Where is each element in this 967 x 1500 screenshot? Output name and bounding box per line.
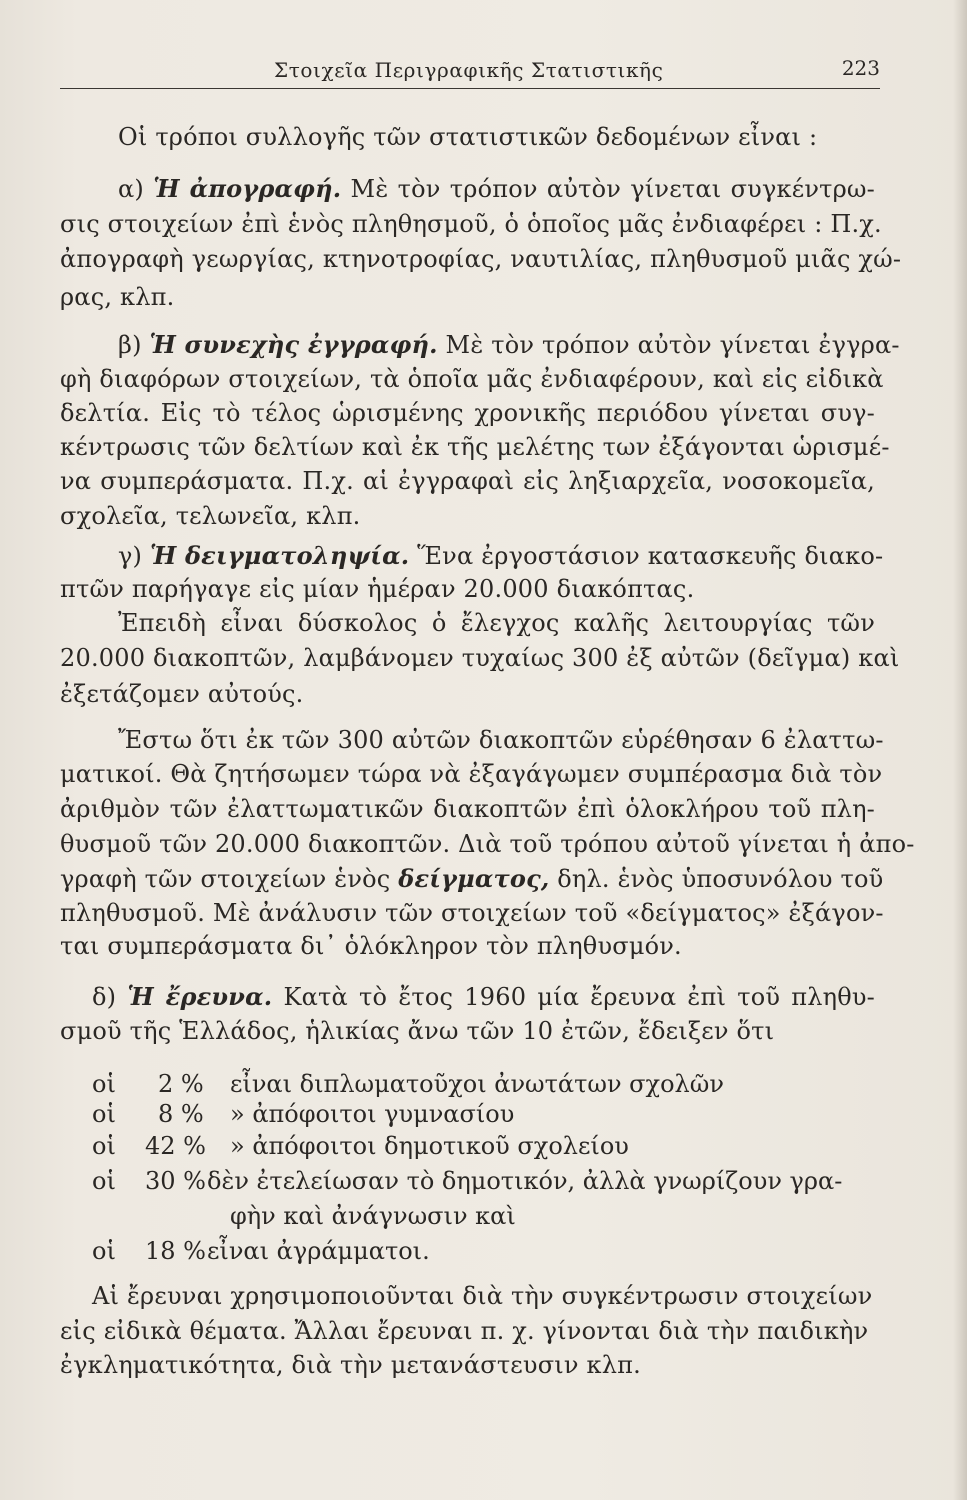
section-d-marker: δ): [92, 983, 128, 1011]
section-a-marker: α): [118, 175, 154, 203]
section-b-marker: β): [118, 331, 150, 359]
section-b-line-3: δελτία. Εἰς τὸ τέλος ὡρισμένης χρονικῆς περιόδου γίνεται συγ-: [60, 399, 875, 427]
section-b-term: Ἡ συνεχὴς ἐγγραφή.: [149, 330, 438, 359]
section-c2-line-5: γραφὴ τῶν στοιχείων ἑνὸς δείγματος, δηλ. ἑνὸς ὑποσυνόλου τοῦ: [60, 864, 884, 893]
intro-line: Οἱ τρόποι συλλογῆς τῶν στατιστικῶν δεδομένων εἶναι :: [118, 123, 818, 151]
section-c2-line-7: ται συμπεράσματα δι᾽ ὁλόκληρον τὸν πληθυσμόν.: [60, 932, 682, 960]
section-c-term: Ἡ δειγματοληψία.: [149, 541, 410, 570]
list-article: οἱ: [92, 1070, 116, 1098]
section-b-line-6: σχολεῖα, τελωνεῖα, κλπ.: [60, 502, 361, 530]
section-c-marker: γ): [118, 542, 150, 570]
list-article: οἱ: [92, 1237, 116, 1265]
list-article: οἱ: [92, 1100, 116, 1128]
section-d-term: Ἡ ἔρευνα.: [127, 982, 273, 1011]
section-b-line-1: β) Ἡ συνεχὴς ἐγγραφή. Μὲ τὸν τρόπον αὐτὸν γίνεται ἐγγρα-: [118, 330, 900, 359]
section-a-line-1: α) Ἡ ἀπογραφή. Μὲ τὸν τρόπον αὐτὸν γίνεται συγκέντρω-: [118, 174, 875, 203]
section-c-line-4: 20.000 διακοπτῶν, λαμβάνομεν τυχαίως 300 ἐξ αὐτῶν (δεῖγμα) καὶ: [60, 644, 900, 672]
list-text: » ἀπόφοιτοι δημοτικοῦ σχολείου: [230, 1132, 629, 1160]
page-header: [60, 52, 880, 89]
list-text: δὲν ἐτελείωσαν τὸ δημοτικόν, ἀλλὰ γνωρίζουν γρα-: [207, 1167, 843, 1195]
list-percent: 8 %: [158, 1100, 204, 1128]
section-c2-line-6: πληθυσμοῦ. Μὲ ἀνάλυσιν τῶν στοιχείων τοῦ «δείγματος» ἐξάγον-: [60, 899, 884, 927]
list-article: οἱ: [92, 1167, 116, 1195]
section-c-line-2: πτῶν παρήγαγε εἰς μίαν ἡμέραν 20.000 διακόπτας.: [60, 575, 695, 603]
section-a-line-3: ἀπογραφὴ γεωργίας, κτηνοτροφίας, ναυτιλίας, πληθυσμοῦ μιᾶς χώ-: [60, 245, 902, 273]
closing-line-1: Αἱ ἔρευναι χρησιμοποιοῦνται διὰ τὴν συγκέντρωσιν στοιχείων: [92, 1282, 873, 1310]
list-text: φὴν καὶ ἀνάγνωσιν καὶ: [230, 1202, 516, 1230]
page-number: 223: [841, 56, 880, 80]
section-c2-line-4: θυσμοῦ τῶν 20.000 διακοπτῶν. Διὰ τοῦ τρόπου αὐτοῦ γίνεται ἡ ἀπο-: [60, 830, 915, 858]
closing-line-3: ἐγκληματικότητα, διὰ τὴν μετανάστευσιν κλπ.: [60, 1351, 641, 1379]
list-percent: 30 %: [145, 1167, 206, 1195]
closing-line-2: εἰς εἰδικὰ θέματα. Ἄλλαι ἔρευναι π. χ. γίνονται διὰ τὴν παιδικὴν: [60, 1317, 869, 1345]
page-edge-shadow: [953, 0, 967, 1500]
list-text: εἶναι ἀγράμματοι.: [207, 1237, 430, 1265]
section-b-line-4: κέντρωσις τῶν δελτίων καὶ ἐκ τῆς μελέτης των ἐξάγονται ὡρισμέ-: [60, 433, 890, 461]
section-c2-line-2: ματικοί. Θὰ ζητήσωμεν τώρα νὰ ἐξαγάγωμεν συμπέρασμα διὰ τὸν: [60, 760, 883, 788]
section-c-line-3: Ἐπειδὴ εἶναι δύσκολος ὁ ἔλεγχος καλῆς λειτουργίας τῶν: [118, 609, 875, 637]
section-a-line-2: σις στοιχείων ἐπὶ ἑνὸς πληθησμοῦ, ὁ ὁποῖος μᾶς ἐνδιαφέρει : Π.χ.: [60, 210, 882, 238]
list-percent: 42 %: [145, 1132, 206, 1160]
section-a-term: Ἡ ἀπογραφή.: [153, 174, 342, 203]
list-percent: 2 %: [158, 1070, 204, 1098]
running-title: Στοιχεῖα Περιγραφικῆς Στατιστικῆς: [274, 58, 664, 82]
list-percent: 18 %: [145, 1237, 206, 1265]
section-d-line-2: σμοῦ τῆς Ἑλλάδος, ἡλικίας ἄνω τῶν 10 ἐτῶν, ἔδειξεν ὅτι: [60, 1017, 775, 1045]
section-b-line-5: να συμπεράσματα. Π.χ. αἱ ἐγγραφαὶ εἰς ληξιαρχεῖα, νοσοκομεῖα,: [60, 467, 875, 495]
term-sample: δείγματος,: [398, 864, 550, 893]
section-c2-line-1: Ἔστω ὅτι ἐκ τῶν 300 αὐτῶν διακοπτῶν εὑρέθησαν 6 ἐλαττω-: [118, 726, 884, 754]
list-article: οἱ: [92, 1132, 116, 1160]
section-b-line-2: φὴ διαφόρων στοιχείων, τὰ ὁποῖα μᾶς ἐνδιαφέρουν, καὶ εἰς εἰδικὰ: [60, 365, 884, 393]
section-c-line-5: ἐξετάζομεν αὐτούς.: [60, 680, 304, 708]
list-text: » ἀπόφοιτοι γυμνασίου: [230, 1100, 515, 1128]
section-c-line-1: γ) Ἡ δειγματοληψία. Ἕνα ἐργοστάσιον κατασκευῆς διακο-: [118, 541, 884, 570]
section-d-line-1: δ) Ἡ ἔρευνα. Κατὰ τὸ ἔτος 1960 μία ἔρευνα ἐπὶ τοῦ πληθυ-: [92, 982, 875, 1011]
section-c2-line-3: ἀριθμὸν τῶν ἐλαττωματικῶν διακοπτῶν ἐπὶ ὁλοκλήρου τοῦ πλη-: [60, 795, 875, 823]
list-text: εἶναι διπλωματοῦχοι ἀνωτάτων σχολῶν: [230, 1070, 724, 1098]
section-a-line-4: ρας, κλπ.: [60, 283, 175, 311]
